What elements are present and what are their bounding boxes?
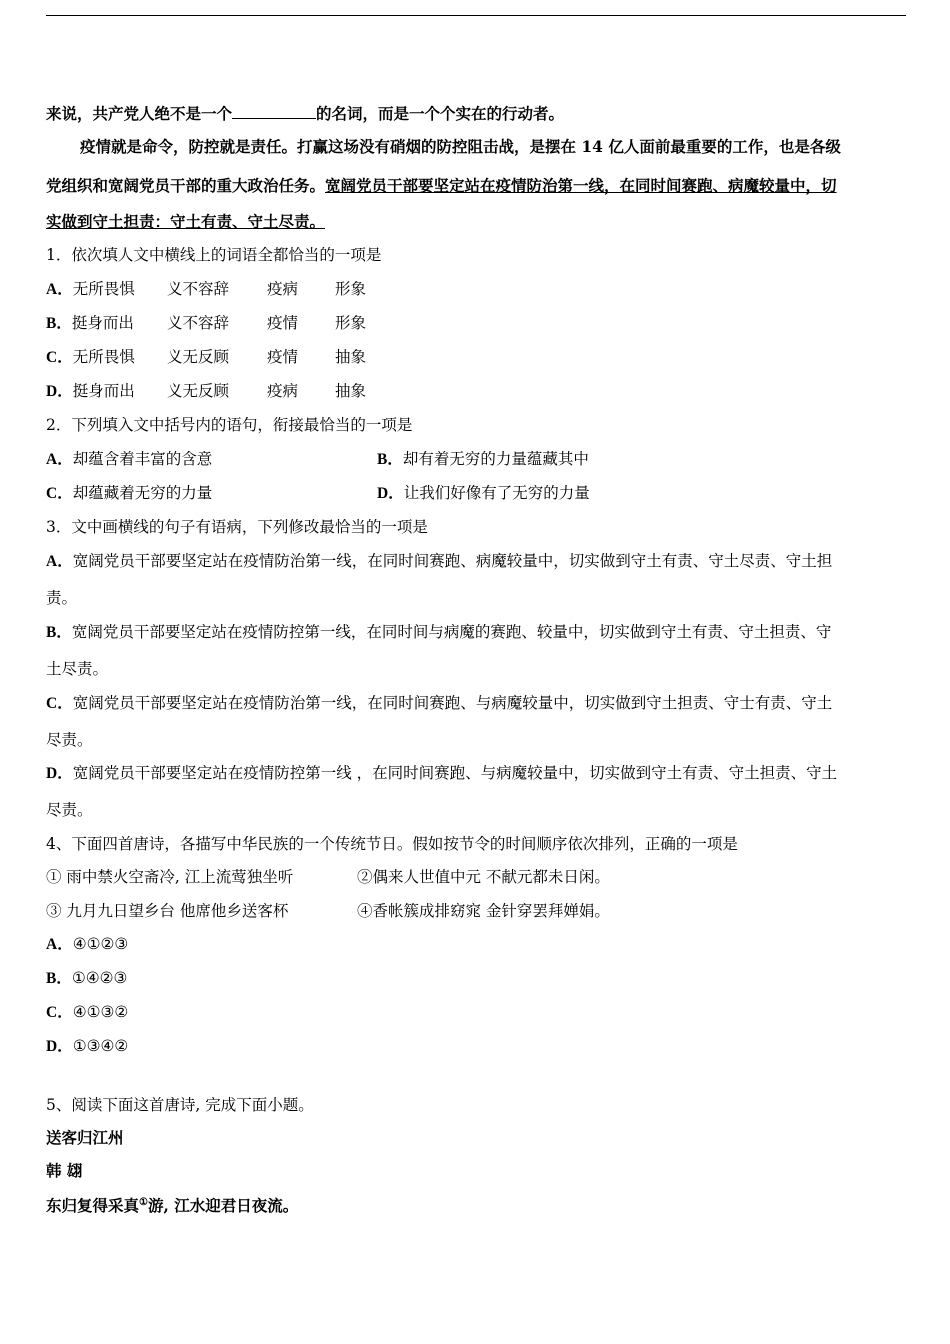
fill-blank	[232, 104, 316, 119]
question-4-option-b: B．①④②③	[46, 969, 128, 987]
question-3-stem: 3．文中画横线的句子有语病，下列修改最恰当的一项是	[46, 518, 428, 536]
question-3-option-d: D．宽阔党员干部要坚定站在疫情防控第一线 ，在同时间赛跑、与病魔较量中，切实做到守土有责、守土担责、守土	[46, 764, 838, 782]
question-1-option-c: C．无所畏惧 义无反顾 疫情 抽象	[46, 348, 367, 366]
underlined-sentence: 宽阔党员干部要坚定站在疫情防治第一线，在同时间赛跑、病魔较量中，切	[325, 176, 837, 195]
question-4-option-d: D．①③④②	[46, 1037, 129, 1055]
poem-2: ②偶来人世值中元 不献元都未日闲。	[357, 868, 610, 886]
question-2-option-b: B．却有着无穷的力量蕴藏其中	[377, 450, 589, 468]
question-3-option-c: C．宽阔党员干部要坚定站在疫情防治第一线，在同时间赛跑、与病魔较量中，切实做到守土担责、守士有责、守土	[46, 694, 833, 712]
question-3-option-d-cont: 尽责。	[46, 801, 93, 819]
poem-4: ④香帐簇成排窈窕 金针穿罢拜婵娟。	[357, 902, 610, 920]
question-3-option-b: B．宽阔党员干部要坚定站在疫情防控第一线，在同时间与病魔的赛跑、较量中，切实做到守土有责、守土担责、守	[46, 623, 832, 641]
question-5-stem: 5、阅读下面这首唐诗, 完成下面小题。	[46, 1096, 314, 1114]
poem-3: ③ 九月九日望乡台 他席他乡送客杯	[46, 902, 289, 920]
footnote-marker: ①	[139, 1197, 148, 1208]
poem-title: 送客归江州	[46, 1128, 124, 1147]
question-4-stem: 4、下面四首唐诗，各描写中华民族的一个传统节日。假如按节令的时间顺序依次排列，正确的一项是	[46, 835, 738, 853]
question-2-option-a: A．却蕴含着丰富的含意	[46, 450, 213, 468]
question-4-option-c: C．④①③②	[46, 1003, 129, 1021]
passage-line-2: 疫情就是命令，防控就是责任。打赢这场没有硝烟的防控阻击战，是摆在 14 亿人面前最重要的工作，也是各级	[80, 137, 841, 156]
question-1-option-d: D．挺身而出 义无反顾 疫病 抽象	[46, 382, 367, 400]
question-2-option-c: C．却蕴藏着无穷的力量	[46, 484, 213, 502]
question-3-option-b-cont: 土尽责。	[46, 660, 109, 678]
question-3-option-a-cont: 责。	[46, 589, 78, 607]
question-1-stem: 1．依次填人文中横线上的词语全都恰当的一项是	[46, 246, 382, 264]
question-4-option-a: A．④①②③	[46, 935, 129, 953]
question-3-option-a: A．宽阔党员干部要坚定站在疫情防治第一线，在同时间赛跑、病魔较量中，切实做到守土有责、守土尽责、守土担	[46, 552, 833, 570]
poem-author: 韩 翃	[46, 1161, 83, 1180]
question-1-option-a: A．无所畏惧 义不容辞 疫病 形象	[46, 280, 367, 298]
question-3-option-c-cont: 尽责。	[46, 731, 93, 749]
passage-line-3: 党组织和宽阔党员干部的重大政治任务。宽阔党员干部要坚定站在疫情防治第一线，在同时间赛跑、病魔较量中，切	[46, 176, 837, 195]
poem-1: ① 雨中禁火空斋冷, 江上流莺独坐听	[46, 868, 294, 886]
question-1-option-b: B．挺身而出 义不容辞 疫情 形象	[46, 314, 367, 332]
question-2-stem: 2．下列填入文中括号内的语句，衔接最恰当的一项是	[46, 416, 413, 434]
question-2-option-d: D．让我们好像有了无穷的力量	[377, 484, 590, 502]
passage-line-1: 来说，共产党人绝不是一个 的名词，而是一个个实在的行动者。	[46, 104, 565, 123]
header-rule	[46, 15, 906, 16]
passage-line-4: 实做到守土担责：守土有责、守土尽责。	[46, 212, 326, 231]
poem-line-1: 东归复得采真①游, 江水迎君日夜流。	[46, 1196, 299, 1216]
